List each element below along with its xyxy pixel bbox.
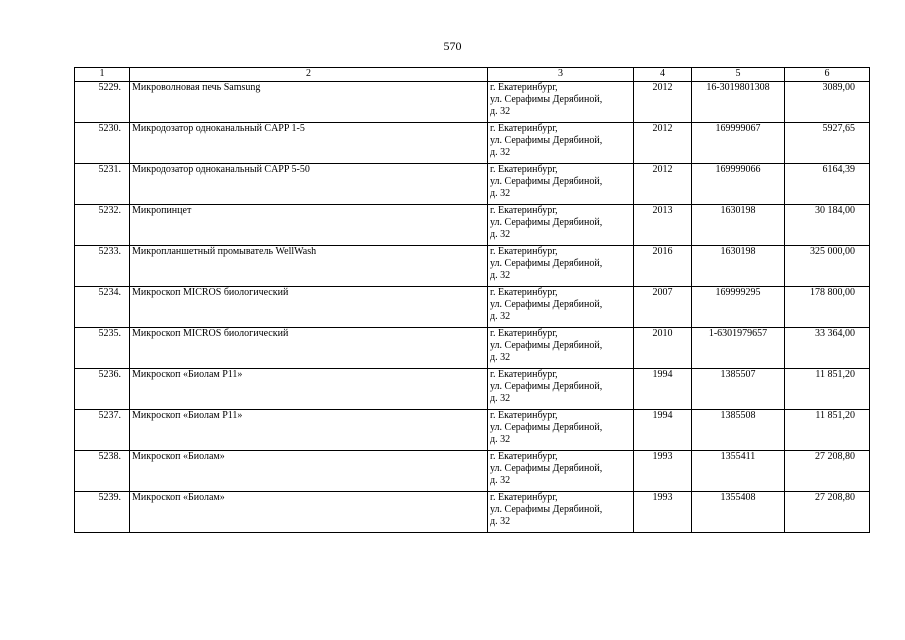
address-building: д. 32 — [490, 393, 511, 404]
item-name: Микроскоп MICROS биологический — [130, 328, 488, 369]
item-name: Микроскоп MICROS биологический — [130, 287, 488, 328]
item-inventory-number: 1355411 — [692, 451, 785, 492]
item-inventory-number: 1385508 — [692, 410, 785, 451]
item-inventory-number: 1630198 — [692, 205, 785, 246]
address-city: г. Екатеринбург, — [490, 369, 558, 380]
address-city: г. Екатеринбург, — [490, 82, 558, 93]
item-cost: 178 800,00 — [785, 287, 870, 328]
item-cost: 27 208,80 — [785, 451, 870, 492]
address-city: г. Екатеринбург, — [490, 123, 558, 134]
item-inventory-number: 169999066 — [692, 164, 785, 205]
address-city: г. Екатеринбург, — [490, 328, 558, 339]
address-building: д. 32 — [490, 516, 511, 527]
item-year: 1993 — [634, 451, 692, 492]
address-street: ул. Серафимы Дерябиной, — [490, 217, 603, 228]
item-address — [488, 164, 634, 205]
address-city: г. Екатеринбург, — [490, 246, 558, 257]
item-year: 2007 — [634, 287, 692, 328]
item-cost: 11 851,20 — [785, 369, 870, 410]
item-name: Микропланшетный промыватель WellWash — [130, 246, 488, 287]
table-row — [75, 287, 870, 328]
item-address — [488, 246, 634, 287]
address-street: ул. Серафимы Дерябиной, — [490, 463, 603, 474]
column-header-1: 1 — [75, 68, 130, 82]
table-row — [75, 410, 870, 451]
table-row — [75, 369, 870, 410]
row-number: 5235. — [75, 328, 130, 369]
address-building: д. 32 — [490, 352, 511, 363]
item-year: 2012 — [634, 164, 692, 205]
table-row — [75, 82, 870, 123]
table-row — [75, 451, 870, 492]
address-building: д. 32 — [490, 434, 511, 445]
item-year: 1993 — [634, 492, 692, 533]
column-header-2: 2 — [130, 68, 488, 82]
table-row — [75, 205, 870, 246]
item-cost: 6164,39 — [785, 164, 870, 205]
item-year: 2013 — [634, 205, 692, 246]
item-cost: 3089,00 — [785, 82, 870, 123]
row-number: 5229. — [75, 82, 130, 123]
address-city: г. Екатеринбург, — [490, 410, 558, 421]
table-row — [75, 164, 870, 205]
row-number: 5232. — [75, 205, 130, 246]
address-building: д. 32 — [490, 311, 511, 322]
item-year: 2012 — [634, 82, 692, 123]
address-city: г. Екатеринбург, — [490, 287, 558, 298]
item-name: Микроскоп «Биолам Р11» — [130, 369, 488, 410]
table-row — [75, 492, 870, 533]
page-number: 570 — [443, 39, 462, 53]
item-inventory-number: 16-3019801308 — [692, 82, 785, 123]
inventory-table — [74, 67, 870, 533]
item-address — [488, 123, 634, 164]
address-street: ул. Серафимы Дерябиной, — [490, 422, 603, 433]
item-cost: 5927,65 — [785, 123, 870, 164]
address-city: г. Екатеринбург, — [490, 164, 558, 175]
address-street: ул. Серафимы Дерябиной, — [490, 135, 603, 146]
item-cost: 30 184,00 — [785, 205, 870, 246]
row-number: 5233. — [75, 246, 130, 287]
column-header-3: 3 — [488, 68, 634, 82]
row-number: 5239. — [75, 492, 130, 533]
address-building: д. 32 — [490, 270, 511, 281]
address-street: ул. Серафимы Дерябиной, — [490, 299, 603, 310]
address-building: д. 32 — [490, 475, 511, 486]
address-building: д. 32 — [490, 229, 511, 240]
row-number: 5230. — [75, 123, 130, 164]
item-name: Микроскоп «Биолам Р11» — [130, 410, 488, 451]
item-cost: 27 208,80 — [785, 492, 870, 533]
address-street: ул. Серафимы Дерябиной, — [490, 340, 603, 351]
item-inventory-number: 1385507 — [692, 369, 785, 410]
item-inventory-number: 169999295 — [692, 287, 785, 328]
table-row — [75, 123, 870, 164]
table-row — [75, 246, 870, 287]
item-address — [488, 410, 634, 451]
item-address — [488, 287, 634, 328]
item-year: 2012 — [634, 123, 692, 164]
item-cost: 11 851,20 — [785, 410, 870, 451]
address-city: г. Екатеринбург, — [490, 205, 558, 216]
table-row — [75, 328, 870, 369]
item-inventory-number: 1-6301979657 — [692, 328, 785, 369]
row-number: 5237. — [75, 410, 130, 451]
address-building: д. 32 — [490, 147, 511, 158]
item-name: Микроволновая печь Samsung — [130, 82, 488, 123]
address-building: д. 32 — [490, 188, 511, 199]
item-year: 2010 — [634, 328, 692, 369]
address-city: г. Екатеринбург, — [490, 451, 558, 462]
item-name: Микродозатор одноканальный CAPP 1-5 — [130, 123, 488, 164]
address-street: ул. Серафимы Дерябиной, — [490, 94, 603, 105]
item-inventory-number: 169999067 — [692, 123, 785, 164]
item-address — [488, 328, 634, 369]
item-inventory-number: 1630198 — [692, 246, 785, 287]
address-street: ул. Серафимы Дерябиной, — [490, 504, 603, 515]
item-address — [488, 492, 634, 533]
item-year: 1994 — [634, 369, 692, 410]
address-building: д. 32 — [490, 106, 511, 117]
item-name: Микроскоп «Биолам» — [130, 492, 488, 533]
item-address — [488, 205, 634, 246]
address-street: ул. Серафимы Дерябиной, — [490, 258, 603, 269]
row-number: 5231. — [75, 164, 130, 205]
item-year: 1994 — [634, 410, 692, 451]
column-header-6: 6 — [785, 68, 870, 82]
row-number: 5234. — [75, 287, 130, 328]
item-inventory-number: 1355408 — [692, 492, 785, 533]
item-address — [488, 82, 634, 123]
item-name: Микропинцет — [130, 205, 488, 246]
column-header-5: 5 — [692, 68, 785, 82]
column-header-4: 4 — [634, 68, 692, 82]
table-header-row — [75, 68, 870, 82]
item-year: 2016 — [634, 246, 692, 287]
address-city: г. Екатеринбург, — [490, 492, 558, 503]
item-name: Микродозатор одноканальный CAPP 5-50 — [130, 164, 488, 205]
item-cost: 33 364,00 — [785, 328, 870, 369]
address-street: ул. Серафимы Дерябиной, — [490, 176, 603, 187]
item-cost: 325 000,00 — [785, 246, 870, 287]
item-address — [488, 451, 634, 492]
table-body — [75, 82, 870, 533]
row-number: 5236. — [75, 369, 130, 410]
item-name: Микроскоп «Биолам» — [130, 451, 488, 492]
item-address — [488, 369, 634, 410]
row-number: 5238. — [75, 451, 130, 492]
address-street: ул. Серафимы Дерябиной, — [490, 381, 603, 392]
